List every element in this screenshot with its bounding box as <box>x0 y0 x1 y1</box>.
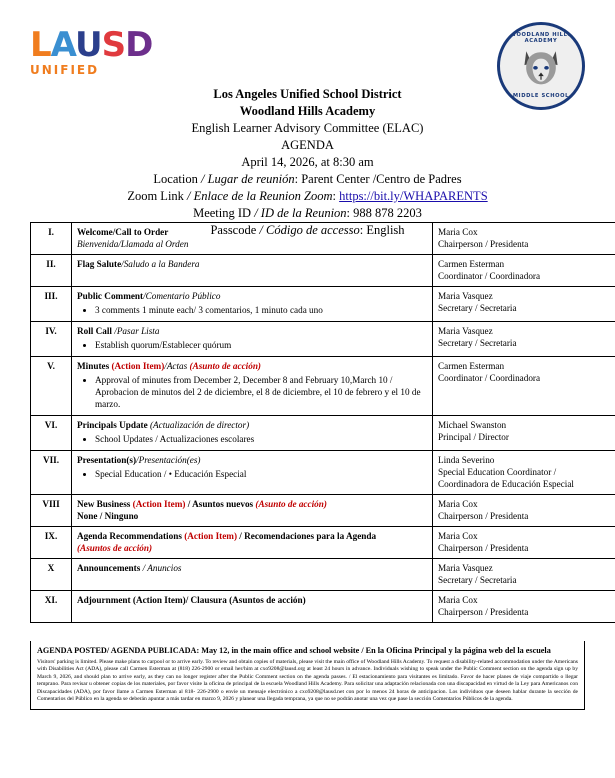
row-responsible <box>433 416 615 451</box>
responsible-name: Maria Cox <box>438 227 478 237</box>
location-value: : Parent Center /Centro de Padres <box>294 172 462 186</box>
row-item <box>72 416 433 451</box>
row-responsible <box>433 223 615 255</box>
table-row <box>31 357 615 416</box>
row-item <box>72 223 433 255</box>
responsible-role: Chairperson / Presidenta <box>438 511 529 521</box>
row-number: VI. <box>31 416 72 451</box>
zoom-label-en: Zoom Link <box>127 189 188 203</box>
row-title: Announcements <box>77 563 143 573</box>
row-item <box>72 322 433 357</box>
row-item <box>72 287 433 322</box>
meeting-zoom-link-row <box>0 188 615 205</box>
list-item: • Special Education / • Educación Especial <box>95 468 427 480</box>
row-number: IX. <box>31 527 72 559</box>
action-tag-es: (Asunto de acción) <box>189 361 261 371</box>
list-item: • Approval of minutes from December 2, December 8 and February 10,March 10 / Aprobacion de minutos del 2 de diciembre, el 8 de diciembre, el 10 de febrero y el 10 de marzo. <box>95 374 427 410</box>
table-row <box>31 223 615 255</box>
accessibility-notice-es: / El estacionamiento para visitantes es limitado. Favor de hacer planes de viaje compartido o llegar temprano. Para revisar u obtener copias de los materiales, por favor visite la oficina de principal de la escuela Woodland Hills Academy. Para solicitar una adaptación relacionada con una discapacidad en virtud de la Ley para Americanos con Discapacidades (ADA), por favor llame a Carmen Esterman al 818- 226-2900 o envíe un mensaje electrónico a cxo9208@lausd.net con por lo menos 24 horas de anticipacion. Los individuos que deseen hablar durante la sección de Comentarios del Público en la agenda se deberán apuntar a más tardar en marzo 9, 2026 y planear una llegada temprana, ya que no se podrán anotar una vez que pase la sección Comentarios Públicos de la agenda. <box>37 673 578 703</box>
row-item <box>72 357 433 416</box>
row-number: III. <box>31 287 72 322</box>
row-number: VII. <box>31 451 72 495</box>
seal-bottom-text: MIDDLE SCHOOL <box>512 93 570 99</box>
row-number: XI. <box>31 591 72 623</box>
row-title: Agenda Recommendations <box>77 531 185 541</box>
responsible-name: Maria Vasquez <box>438 326 493 336</box>
row-item <box>72 255 433 287</box>
row-number: X <box>31 559 72 591</box>
responsible-role: Principal / Director <box>438 432 509 442</box>
meeting-id-label-es: / ID de la Reunion <box>254 206 347 220</box>
row-number: I. <box>31 223 72 255</box>
row-responsible <box>433 559 615 591</box>
row-responsible <box>433 495 615 527</box>
row-title-es: /Actas <box>164 361 190 371</box>
responsible-role: Secretary / Secretaria <box>438 575 517 585</box>
action-tag-en: (Action Item) <box>184 531 237 541</box>
row-item <box>72 559 433 591</box>
responsible-name: Maria Cox <box>438 595 478 605</box>
responsible-name: Maria Vasquez <box>438 291 493 301</box>
table-row <box>31 416 615 451</box>
responsible-role: Chairperson / Presidenta <box>438 543 529 553</box>
row-item <box>72 495 433 527</box>
zoom-sep: : <box>332 189 340 203</box>
table-row <box>31 451 615 495</box>
row-responsible <box>433 527 615 559</box>
document-header <box>0 86 615 239</box>
row-title-es: / Anuncios <box>142 563 182 573</box>
accessibility-notice-en: Visitors' parking is limited. Please make plans to carpool or to arrive early. To review and obtain copies of materials, please visit the main office of Woodland Hills Academy. To request a disability-related accommodation under the Americans with Disabilities Act (ADA), please call Carmen Esterman at (818) 226-2900 or email her/him at cxo9208@lausd.org at least 24 hours in advance. Individuals wishing to speak under the Public Comment section on the agenda sign up by March 9, 2026, and should plan to arrive early, as they can no longer register after the Public Comment section on the agenda passes. <box>37 659 578 680</box>
row-item <box>72 527 433 559</box>
meeting-id-row <box>0 205 615 222</box>
passcode-value: : English <box>359 223 405 237</box>
responsible-name: Maria Vasquez <box>438 563 493 573</box>
table-row <box>31 559 615 591</box>
responsible-role-es: Coordinadora de Educación Especial <box>438 479 574 489</box>
row-title-es: (Actualización de director) <box>150 420 250 430</box>
responsible-name: Maria Cox <box>438 531 478 541</box>
row-number: II. <box>31 255 72 287</box>
list-item: • School Updates / Actualizaciones escolares <box>95 433 427 445</box>
passcode-label-en: Passcode <box>210 223 260 237</box>
row-responsible <box>433 287 615 322</box>
meeting-location <box>0 171 615 188</box>
table-row <box>31 527 615 559</box>
row-title-es: / Asuntos nuevos <box>185 499 256 509</box>
responsible-name: Michael Swanston <box>438 420 507 430</box>
row-secondary-line: None / Ninguno <box>77 511 139 521</box>
location-label-en: Location <box>153 172 201 186</box>
meeting-id-value: : 988 878 2203 <box>346 206 422 220</box>
committee-name: English Learner Advisory Committee (ELAC) <box>191 121 424 135</box>
row-title-es: /Saludo a la Bandera <box>121 259 200 269</box>
lausd-logo <box>30 25 180 78</box>
row-responsible <box>433 591 615 623</box>
row-number: IV. <box>31 322 72 357</box>
row-title: Presentation(s) <box>77 455 137 465</box>
row-title: New Business <box>77 499 133 509</box>
row-title: Adjournment (Action Item)/ Clausura (Asuntos de acción) <box>77 595 306 605</box>
district-name: Los Angeles Unified School District <box>213 87 402 101</box>
row-title: Flag Salute <box>77 259 122 269</box>
row-responsible <box>433 322 615 357</box>
action-tag-es: (Asuntos de acción) <box>77 543 153 553</box>
row-item <box>72 451 433 495</box>
responsible-role: Chairperson / Presidenta <box>438 239 529 249</box>
agenda-posted-notice: AGENDA POSTED/ AGENDA PUBLICADA: May 12, in the main office and school website / En la Oficina Principal y la página web del la escuela <box>37 646 551 655</box>
table-row <box>31 591 615 623</box>
seal-top-text: WOODLAND HILLS ACADEMY <box>510 32 572 44</box>
responsible-name: Carmen Esterman <box>438 361 505 371</box>
table-row <box>31 287 615 322</box>
row-title: Roll Call <box>77 326 115 336</box>
row-bullets <box>77 433 427 445</box>
row-bullets <box>77 468 427 480</box>
row-title-es: /Comentario Público <box>143 291 221 301</box>
row-title: Principals Update <box>77 420 150 430</box>
footer-notice <box>30 641 585 710</box>
passcode-label-es: / Código de accesso <box>259 223 360 237</box>
responsible-role: Chairperson / Presidenta <box>438 607 529 617</box>
row-bullets <box>77 304 427 316</box>
table-row <box>31 322 615 357</box>
responsible-role: Coordinator / Coordinadora <box>438 373 541 383</box>
row-item <box>72 591 433 623</box>
row-subtitle: Bienvenida/Llamada al Orden <box>77 239 189 249</box>
row-bullets <box>77 374 427 410</box>
responsible-name: Linda Severino <box>438 455 495 465</box>
row-title-es: / Recomendaciones para la Agenda <box>237 531 377 541</box>
responsible-role: Special Education Coordinator / <box>438 467 557 477</box>
row-title: Welcome/Call to Order <box>77 227 169 237</box>
list-item: • Establish quorum/Establecer quórum <box>95 339 427 351</box>
row-title-es: /Pasar Lista <box>114 326 160 336</box>
zoom-link[interactable]: https://bit.ly/WHAPARENTS <box>339 189 488 203</box>
document-type: AGENDA <box>281 138 334 152</box>
action-tag-en: (Action Item) <box>111 361 165 371</box>
location-label-es: / Lugar de reunión <box>200 172 295 186</box>
agenda-table <box>30 222 615 623</box>
lausd-logo-letters: LAUSD <box>30 25 153 65</box>
responsible-name: Carmen Esterman <box>438 259 505 269</box>
row-title-es: /Presentación(es) <box>136 455 201 465</box>
row-number: V. <box>31 357 72 416</box>
list-item: • 3 comments 1 minute each/ 3 comentarios, 1 minuto cada uno <box>95 304 427 316</box>
action-tag-en: (Action Item) <box>132 499 186 509</box>
responsible-role: Coordinator / Coordinadora <box>438 271 541 281</box>
zoom-label-es: / Enlace de la Reunion Zoom <box>187 189 333 203</box>
meeting-id-label-en: Meeting ID <box>193 206 255 220</box>
row-title: Public Comment <box>77 291 144 301</box>
responsible-role: Secretary / Secretaria <box>438 303 517 313</box>
responsible-name: Maria Cox <box>438 499 478 509</box>
row-number: VIII <box>31 495 72 527</box>
table-row <box>31 255 615 287</box>
responsible-role: Secretary / Secretaria <box>438 338 517 348</box>
row-responsible <box>433 255 615 287</box>
meeting-datetime: April 14, 2026, at 8:30 am <box>241 155 374 169</box>
table-row <box>31 495 615 527</box>
row-title: Minutes <box>77 361 112 371</box>
wolf-head-icon <box>518 43 564 89</box>
accessibility-notice <box>37 659 578 703</box>
row-responsible <box>433 451 615 495</box>
row-bullets <box>77 339 427 351</box>
row-responsible <box>433 357 615 416</box>
action-tag-es: (Asunto de acción) <box>255 499 327 509</box>
school-name: Woodland Hills Academy <box>239 104 376 118</box>
lausd-logo-subtitle: UNIFIED <box>30 63 100 77</box>
